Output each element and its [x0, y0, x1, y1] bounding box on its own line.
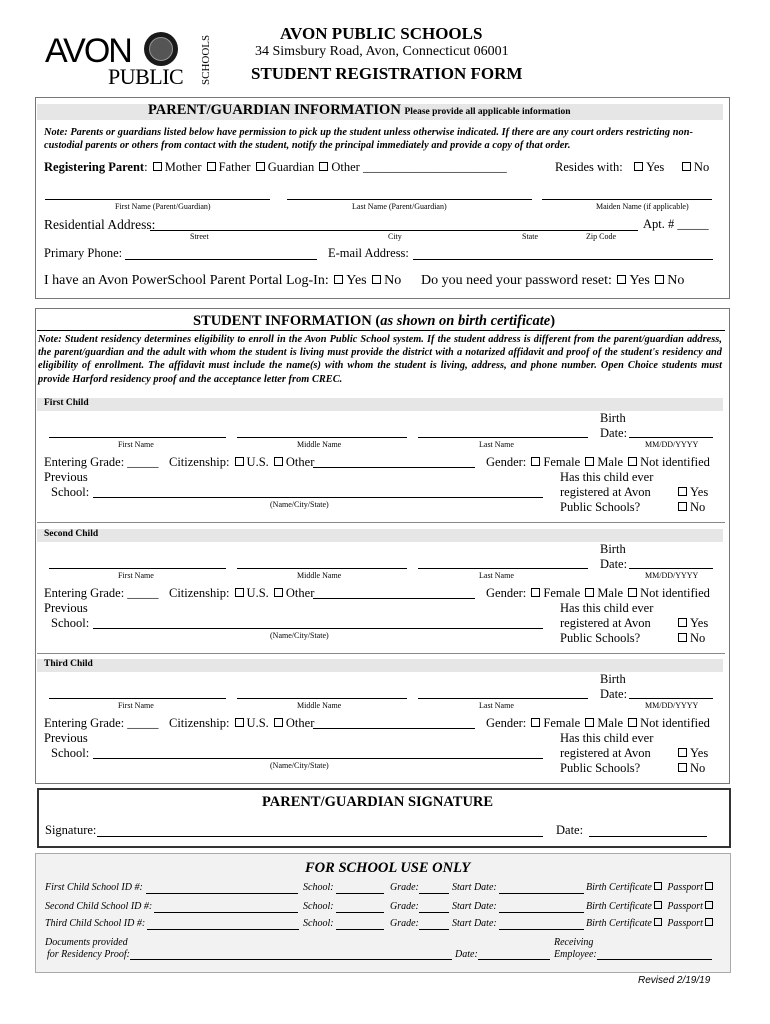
- office-grade-field[interactable]: [419, 929, 449, 930]
- citizenship-other-checkbox[interactable]: [274, 457, 283, 466]
- caption-street: Street: [190, 232, 209, 241]
- registered-label: registered at Avon: [560, 485, 651, 499]
- caption-city: City: [388, 232, 402, 241]
- caption-state: State: [522, 232, 538, 241]
- gender-male-checkbox[interactable]: [585, 718, 594, 727]
- phone-label: Primary Phone:: [44, 246, 123, 260]
- school-label: School:: [51, 746, 90, 760]
- registered-label: registered at Avon: [560, 746, 651, 760]
- signature-date-field[interactable]: [589, 836, 707, 837]
- gender-female-checkbox[interactable]: [531, 588, 540, 597]
- citizenship-us-checkbox[interactable]: [235, 588, 244, 597]
- office-docs-row: Birth Certificate Passport: [586, 901, 716, 912]
- parent-maiden-name-field[interactable]: [542, 199, 712, 200]
- date-label: Date:: [600, 687, 628, 701]
- previous-label: Previous: [44, 601, 88, 615]
- citizenship-other-checkbox[interactable]: [274, 718, 283, 727]
- registered-yes-checkbox[interactable]: [678, 487, 687, 496]
- parent-heading: PARENT/GUARDIAN INFORMATION Please provide all applicable information: [148, 102, 571, 118]
- gender-row: Gender: Female Male Not identified: [486, 586, 710, 600]
- registered-no-checkbox[interactable]: [678, 763, 687, 772]
- gender-row: Gender: Female Male Not identified: [486, 455, 710, 469]
- birth-cert-checkbox[interactable]: [654, 882, 662, 890]
- registered-no-checkbox[interactable]: [678, 633, 687, 642]
- office-grade-label: Grade:: [390, 901, 419, 912]
- registered-no-option: No: [676, 761, 705, 776]
- gender-row: Gender: Female Male Not identified: [486, 716, 710, 730]
- revised-date: Revised 2/19/19: [638, 975, 711, 986]
- child-last-name-field[interactable]: [418, 698, 588, 699]
- registered-yes-option: Yes: [676, 746, 708, 761]
- caption-child-middle: Middle Name: [297, 701, 342, 710]
- caption-zip: Zip Code: [586, 232, 616, 241]
- citizenship-row: Citizenship: U.S. Other: [169, 716, 315, 730]
- registered-yes-checkbox[interactable]: [678, 618, 687, 627]
- father-checkbox[interactable]: [207, 162, 216, 171]
- caption-child-last: Last Name: [479, 571, 514, 580]
- signature-field[interactable]: [97, 836, 543, 837]
- office-id-label: Third Child School ID #:: [45, 918, 146, 929]
- caption-child-first: First Name: [118, 701, 154, 710]
- child-band: [37, 659, 723, 672]
- gender-male-checkbox[interactable]: [585, 457, 594, 466]
- form-title: STUDENT REGISTRATION FORM: [251, 64, 523, 83]
- resides-with-row: Resides with: Yes No: [555, 160, 710, 174]
- apt-label[interactable]: Apt. # _____: [643, 217, 709, 231]
- logo-schools-text: SCHOOLS: [200, 34, 212, 85]
- child-dob-field[interactable]: [629, 568, 713, 569]
- birth-cert-checkbox[interactable]: [654, 901, 662, 909]
- birth-label: Birth: [600, 672, 626, 686]
- registering-parent-row: Registering Parent: Mother Father Guardian Other _______________________: [44, 160, 507, 174]
- child-last-name-field[interactable]: [418, 568, 588, 569]
- office-grade-field[interactable]: [419, 893, 449, 894]
- caption-child-first: First Name: [118, 440, 154, 449]
- portal-row: I have an Avon PowerSchool Parent Portal Log-In: Yes No: [44, 273, 402, 288]
- child-last-name-field[interactable]: [418, 437, 588, 438]
- receiving-label: Receiving Employee:: [554, 937, 597, 960]
- has-child-label: Has this child ever: [560, 731, 654, 745]
- birth-label: Birth: [600, 542, 626, 556]
- header-title: AVON PUBLIC SCHOOLS: [280, 24, 483, 43]
- child-label: Second Child: [44, 529, 99, 539]
- signature-label: Signature:: [45, 823, 97, 837]
- office-id-field[interactable]: [154, 912, 298, 913]
- date-label: Date:: [600, 557, 628, 571]
- grade-label[interactable]: Entering Grade: _____: [44, 586, 159, 600]
- passport-checkbox[interactable]: [705, 882, 713, 890]
- office-grade-label: Grade:: [390, 918, 419, 929]
- office-id-field[interactable]: [147, 929, 299, 930]
- office-start-field[interactable]: [499, 929, 584, 930]
- logo-public-text: PUBLIC: [108, 64, 184, 89]
- portal-no-checkbox[interactable]: [372, 275, 381, 284]
- office-grade-field[interactable]: [419, 912, 449, 913]
- gender-female-checkbox[interactable]: [531, 457, 540, 466]
- office-school-field[interactable]: [336, 893, 384, 894]
- address-field[interactable]: [150, 230, 638, 231]
- caption-child-dob: MM/DD/YYYY: [645, 440, 699, 449]
- child-label: First Child: [44, 398, 89, 408]
- office-school-field[interactable]: [336, 929, 384, 930]
- grade-label[interactable]: Entering Grade: _____: [44, 455, 159, 469]
- caption-school: (Name/City/State): [270, 500, 329, 509]
- citizenship-other-field[interactable]: [313, 467, 475, 468]
- registered-no-checkbox[interactable]: [678, 502, 687, 511]
- has-child-label: Has this child ever: [560, 470, 654, 484]
- logo-seal-icon: [144, 32, 178, 66]
- phone-field[interactable]: [125, 259, 317, 260]
- date-label: Date:: [600, 426, 628, 440]
- reset-row: Do you need your password reset: Yes No: [421, 273, 685, 288]
- docs-date-field[interactable]: [478, 959, 550, 960]
- birth-cert-checkbox[interactable]: [654, 918, 662, 926]
- header-address: 34 Simsbury Road, Avon, Connecticut 06001: [255, 44, 509, 59]
- caption-child-dob: MM/DD/YYYY: [645, 571, 699, 580]
- caption-child-first: First Name: [118, 571, 154, 580]
- office-docs-row: Birth Certificate Passport: [586, 882, 716, 893]
- other-blank[interactable]: _______________________: [362, 160, 507, 174]
- portal-yes-checkbox[interactable]: [334, 275, 343, 284]
- previous-label: Previous: [44, 470, 88, 484]
- office-docs-row: Birth Certificate Passport: [586, 918, 716, 929]
- caption-parent-last: Last Name (Parent/Guardian): [352, 202, 447, 211]
- reset-no-checkbox[interactable]: [655, 275, 664, 284]
- child-divider: [37, 522, 725, 523]
- registered-label: registered at Avon: [560, 616, 651, 630]
- child-dob-field[interactable]: [629, 437, 713, 438]
- office-school-label: School:: [303, 918, 334, 929]
- office-school-label: School:: [303, 882, 334, 893]
- child-first-name-field[interactable]: [49, 437, 226, 438]
- caption-school: (Name/City/State): [270, 761, 329, 770]
- child-middle-name-field[interactable]: [237, 568, 407, 569]
- office-id-label: First Child School ID #:: [45, 882, 143, 893]
- citizenship-row: Citizenship: U.S. Other: [169, 586, 315, 600]
- office-start-field[interactable]: [499, 912, 584, 913]
- gender-female-checkbox[interactable]: [531, 718, 540, 727]
- caption-child-last: Last Name: [479, 440, 514, 449]
- citizenship-other-field[interactable]: [313, 728, 475, 729]
- child-middle-name-field[interactable]: [237, 437, 407, 438]
- office-id-field[interactable]: [146, 893, 298, 894]
- parent-first-name-field[interactable]: [45, 199, 270, 200]
- other-checkbox[interactable]: [319, 162, 328, 171]
- parent-last-name-field[interactable]: [287, 199, 532, 200]
- receiving-field[interactable]: [597, 959, 712, 960]
- avon-logo: [40, 30, 215, 90]
- gender-not-identified-checkbox[interactable]: [628, 718, 637, 727]
- child-band: [37, 529, 723, 542]
- previous-school-field[interactable]: [93, 628, 543, 629]
- child-divider: [37, 653, 725, 654]
- resides-no-checkbox[interactable]: [682, 162, 691, 171]
- office-id-label: Second Child School ID #:: [45, 901, 153, 912]
- public-label: Public Schools?: [560, 761, 641, 775]
- student-note: Note: Student residency determines eligibility to enroll in the Avon Public School system. If the student address is different from the parent/guardian address, the parent/guardian and the adult with whom the student is living must provide the district with a notarized affidavit and proof of the student's residency and eligibility of enrollment. The affidavit must include the name(s) with whom the student is living, address, and phone number. Open Choice students must provide Harford residency proof and the acceptance letter from CREC.: [38, 334, 722, 385]
- parent-note: Note: Parents or guardians listed below have permission to pick up the student unless otherwise indicated. If there are any court orders restricting non-custodial parents or others from contact with the student, notify the principal immediately and provide a copy of that order.: [44, 127, 693, 152]
- caption-maiden: Maiden Name (if applicable): [596, 202, 689, 211]
- office-start-field[interactable]: [499, 893, 584, 894]
- citizenship-us-checkbox[interactable]: [235, 718, 244, 727]
- passport-checkbox[interactable]: [705, 901, 713, 909]
- office-school-field[interactable]: [336, 912, 384, 913]
- docs-label: Documents provided for Residency Proof:: [45, 937, 130, 960]
- student-heading: STUDENT INFORMATION (as shown on birth certificate): [193, 313, 556, 329]
- citizenship-other-field[interactable]: [313, 598, 475, 599]
- grade-label[interactable]: Entering Grade: _____: [44, 716, 159, 730]
- guardian-checkbox[interactable]: [256, 162, 265, 171]
- child-label: Third Child: [44, 659, 93, 669]
- citizenship-other-checkbox[interactable]: [274, 588, 283, 597]
- docs-field[interactable]: [130, 959, 452, 960]
- school-label: School:: [51, 485, 90, 499]
- office-start-label: Start Date:: [452, 918, 497, 929]
- registered-no-option: No: [676, 500, 705, 515]
- mother-checkbox[interactable]: [153, 162, 162, 171]
- email-field[interactable]: [413, 259, 713, 260]
- caption-school: (Name/City/State): [270, 631, 329, 640]
- registered-yes-checkbox[interactable]: [678, 748, 687, 757]
- passport-checkbox[interactable]: [705, 918, 713, 926]
- gender-not-identified-checkbox[interactable]: [628, 457, 637, 466]
- registered-yes-option: Yes: [676, 616, 708, 631]
- previous-school-field[interactable]: [93, 497, 543, 498]
- child-first-name-field[interactable]: [49, 698, 226, 699]
- caption-parent-first: First Name (Parent/Guardian): [115, 202, 211, 211]
- caption-child-dob: MM/DD/YYYY: [645, 701, 699, 710]
- logo-avon-text: AVON: [45, 32, 131, 70]
- registered-no-option: No: [676, 631, 705, 646]
- docs-date-label: Date:: [455, 949, 478, 960]
- office-start-label: Start Date:: [452, 882, 497, 893]
- email-label: E-mail Address:: [328, 246, 409, 260]
- child-middle-name-field[interactable]: [237, 698, 407, 699]
- gender-male-checkbox[interactable]: [585, 588, 594, 597]
- signature-date-label: Date:: [556, 823, 584, 837]
- citizenship-us-checkbox[interactable]: [235, 457, 244, 466]
- resides-yes-checkbox[interactable]: [634, 162, 643, 171]
- office-grade-label: Grade:: [390, 882, 419, 893]
- office-school-label: School:: [303, 901, 334, 912]
- reset-yes-checkbox[interactable]: [617, 275, 626, 284]
- child-dob-field[interactable]: [629, 698, 713, 699]
- signature-heading: PARENT/GUARDIAN SIGNATURE: [262, 794, 494, 810]
- office-start-label: Start Date:: [452, 901, 497, 912]
- office-heading: FOR SCHOOL USE ONLY: [305, 860, 471, 876]
- caption-child-middle: Middle Name: [297, 571, 342, 580]
- citizenship-row: Citizenship: U.S. Other: [169, 455, 315, 469]
- child-band: [37, 398, 723, 411]
- caption-child-middle: Middle Name: [297, 440, 342, 449]
- gender-not-identified-checkbox[interactable]: [628, 588, 637, 597]
- has-child-label: Has this child ever: [560, 601, 654, 615]
- birth-label: Birth: [600, 411, 626, 425]
- caption-child-last: Last Name: [479, 701, 514, 710]
- address-label: Residential Address:: [44, 217, 156, 232]
- child-first-name-field[interactable]: [49, 568, 226, 569]
- public-label: Public Schools?: [560, 631, 641, 645]
- previous-label: Previous: [44, 731, 88, 745]
- public-label: Public Schools?: [560, 500, 641, 514]
- previous-school-field[interactable]: [93, 758, 543, 759]
- school-label: School:: [51, 616, 90, 630]
- registered-yes-option: Yes: [676, 485, 708, 500]
